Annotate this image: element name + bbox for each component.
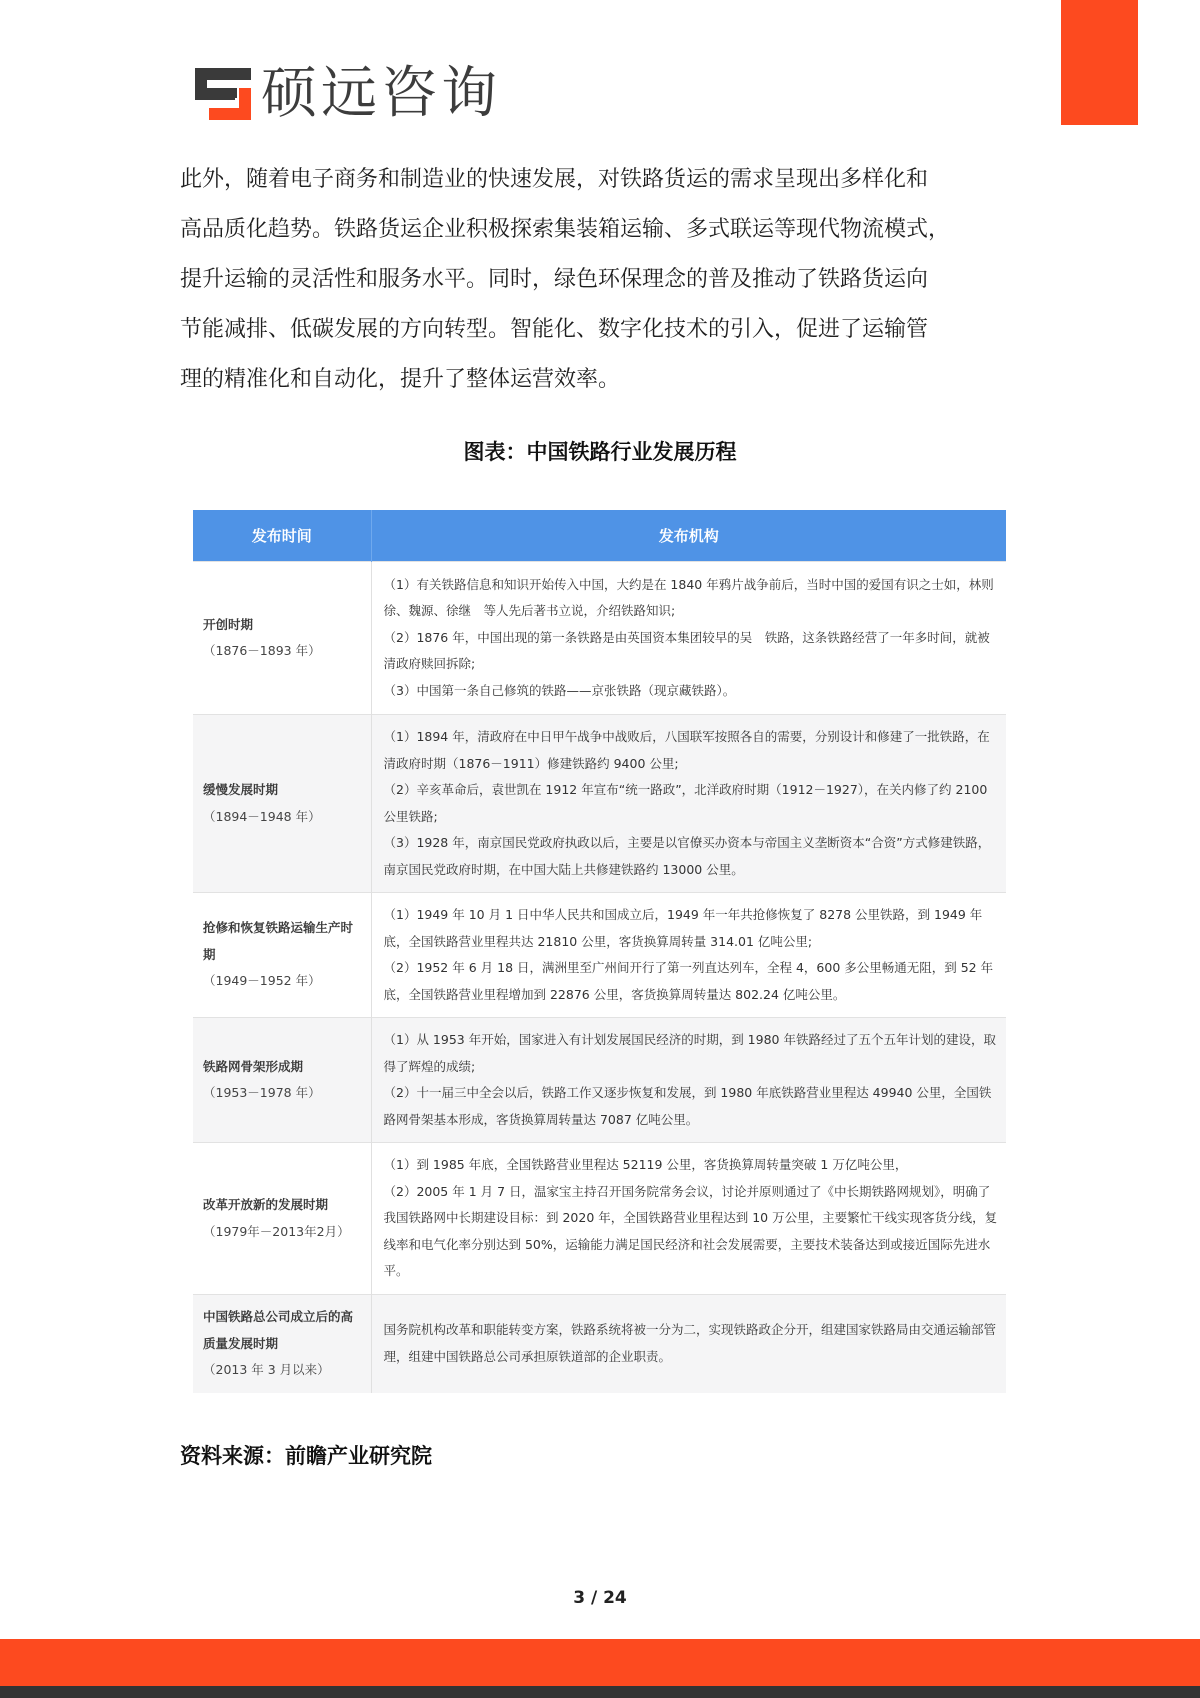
history-table bbox=[193, 510, 1006, 1393]
period-name: 开创时期 bbox=[203, 616, 254, 632]
paragraph-line: 高品质化趋势。铁路货运企业积极探索集装箱运输、多式联运等现代物流模式， bbox=[180, 217, 951, 242]
content-item: （2）十一届三中全会以后，铁路工作又逐步恢复和发展，到 1980 年底铁路营业里程达 49940 公里，全国铁路网骨架基本形成，客货换算周转量达 7087 亿吨公里。 bbox=[383, 1085, 992, 1127]
period-years: （1876－1893 年） bbox=[203, 643, 321, 658]
table-row bbox=[193, 1018, 1006, 1143]
content-cell bbox=[371, 893, 1006, 1018]
content-item: （2）辛亥革命后，袁世凯在 1912 年宣布“统一路政”，北洋政府时期（1912－1927），在关内修了约 2100 公里铁路; bbox=[383, 782, 988, 824]
period-cell bbox=[193, 1143, 371, 1295]
period-cell bbox=[193, 1018, 371, 1143]
content-cell bbox=[371, 1295, 1006, 1393]
table-row bbox=[193, 893, 1006, 1018]
period-years: （1953－1978 年） bbox=[203, 1085, 321, 1100]
corner-accent-tab bbox=[1061, 0, 1138, 125]
logo-mark-icon bbox=[195, 68, 251, 120]
content-item: （2）2005 年 1 月 7 日，温家宝主持召开国务院常务会议，讨论并原则通过了《中长期铁路网规划》，明确了我国铁路网中长期建设目标：到 2020 年，全国铁路营业里程达到 10 万公里，主要繁忙干线实现客货分线，复线率和电气化率分别达到 50%，运输能力满足国民经济和社会发展需要，主要技术装备达到或接近国际先进水平。 bbox=[383, 1183, 998, 1279]
brand-logo bbox=[195, 61, 501, 126]
footer-accent-bar bbox=[0, 1639, 1200, 1686]
period-years: （1949－1952 年） bbox=[203, 973, 321, 989]
content-item: （2）1952 年 6 月 18 日，满洲里至广州间开行了第一列直达列车，全程 4，600 多公里畅通无阻，到 52 年底，全国铁路营业里程增加到 22876 公里，客货换算周转量达 802.24 亿吨公里。 bbox=[383, 960, 994, 1002]
period-name: 改革开放新的发展时期 bbox=[203, 1197, 329, 1212]
content-item: （1）从 1953 年开始，国家进入有计划发展国民经济的时期，到 1980 年铁路经过了五个五年计划的建设，取得了辉煌的成绩; bbox=[383, 1032, 996, 1074]
table-row bbox=[193, 1143, 1006, 1295]
period-cell bbox=[193, 562, 371, 715]
period-years: （1894－1948 年） bbox=[203, 808, 321, 824]
table-row bbox=[193, 562, 1006, 715]
period-name: 中国铁路总公司成立后的高质量发展时期 bbox=[203, 1309, 354, 1351]
period-cell bbox=[193, 1295, 371, 1393]
content-item: （3）中国第一条自己修筑的铁路——京张铁路（现京藏铁路）。 bbox=[383, 682, 736, 698]
column-header-org: 发布机构 bbox=[371, 510, 1006, 562]
table-row bbox=[193, 1295, 1006, 1393]
content-item: 国务院机构改革和职能转变方案，铁路系统将被一分为二，实现铁路政企分开，组建国家铁路局由交通运输部管理，组建中国铁路总公司承担原铁道部的企业职责。 bbox=[383, 1322, 997, 1364]
content-cell bbox=[371, 562, 1006, 715]
content-item: （1）1894 年，清政府在中日甲午战争中战败后，八国联军按照各自的需要，分别设计和修建了一批铁路，在清政府时期（1876－1911）修建铁路约 9400 公里; bbox=[383, 729, 990, 771]
content-item: （1）1949 年 10 月 1 日中华人民共和国成立后，1949 年一年共抢修恢复了 8278 公里铁路，到 1949 年底，全国铁路营业里程共达 21810 公里，客货换算周转量 314.01 亿吨公里; bbox=[383, 907, 983, 949]
source-note: 资料来源：前瞻产业研究院 bbox=[180, 1444, 432, 1468]
paragraph-line: 节能减排、低碳发展的方向转型。智能化、数字化技术的引入，促进了运输管 bbox=[180, 317, 929, 342]
content-item: （3）1928 年，南京国民党政府执政以后，主要是以官僚买办资本与帝国主义垄断资本“合资”方式修建铁路，南京国民党政府时期，在中国大陆上共修建铁路约 13000 公里。 bbox=[383, 835, 991, 877]
content-cell bbox=[371, 1018, 1006, 1143]
content-item: （1）有关铁路信息和知识开始传入中国，大约是在 1840 年鸦片战争前后，当时中国的爱国有识之士如，林则徐、魏源、徐继 等人先后著书立说，介绍铁路知识; bbox=[383, 576, 994, 619]
brand-name: 硕远咨询 bbox=[261, 61, 501, 126]
figure-title: 图表：中国铁路行业发展历程 bbox=[463, 440, 737, 464]
period-years: （2013 年 3 月以来） bbox=[203, 1362, 330, 1377]
column-header-time: 发布时间 bbox=[193, 510, 371, 562]
content-item: （1）到 1985 年底，全国铁路营业里程达 52119 公里，客货换算周转量突破 1 万亿吨公里， bbox=[383, 1157, 908, 1173]
period-years: （1979年－2013年2月） bbox=[203, 1223, 350, 1239]
period-name: 铁路网骨架形成期 bbox=[203, 1058, 304, 1074]
period-name: 缓慢发展时期 bbox=[203, 782, 279, 797]
table-row bbox=[193, 715, 1006, 893]
content-cell bbox=[371, 715, 1006, 893]
paragraph-line: 提升运输的灵活性和服务水平。同时，绿色环保理念的普及推动了铁路货运向 bbox=[180, 267, 929, 292]
footer-dark-bar bbox=[0, 1686, 1200, 1698]
paragraph-line: 理的精准化和自动化，提升了整体运营效率。 bbox=[180, 367, 621, 392]
period-cell bbox=[193, 893, 371, 1018]
period-cell bbox=[193, 715, 371, 893]
content-cell bbox=[371, 1143, 1006, 1295]
intro-paragraph bbox=[180, 155, 1020, 405]
paragraph-line: 此外，随着电子商务和制造业的快速发展，对铁路货运的需求呈现出多样化和 bbox=[180, 167, 929, 192]
period-name: 抢修和恢复铁路运输生产时期 bbox=[203, 920, 354, 962]
page-number: 3 / 24 bbox=[573, 1588, 627, 1608]
content-item: （2）1876 年，中国出现的第一条铁路是由英国资本集团较早的吴 铁路，这条铁路经营了一年多时间，就被清政府赎回拆除; bbox=[383, 629, 990, 672]
